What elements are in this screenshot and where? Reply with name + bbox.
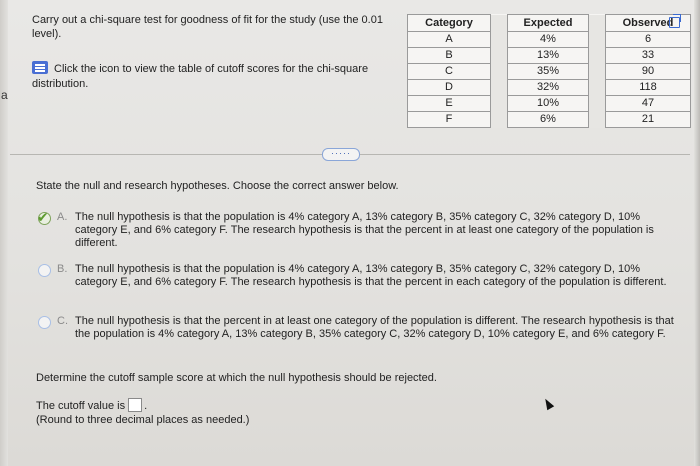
option-a-letter: A. xyxy=(57,211,68,223)
observed-cell: 33 xyxy=(606,48,691,64)
expected-observed-table xyxy=(407,14,691,128)
cutoff-question: Determine the cutoff sample score at which the null hypothesis should be rejected. xyxy=(36,372,437,384)
option-a-radio[interactable] xyxy=(37,209,51,225)
table-row xyxy=(408,112,691,128)
column-gap xyxy=(491,64,508,80)
observed-cell: 6 xyxy=(606,32,691,48)
mouse-cursor-icon xyxy=(542,397,554,411)
answer-label: The cutoff value is xyxy=(36,400,126,412)
right-window-edge xyxy=(694,0,700,466)
option-b-letter: B. xyxy=(57,263,68,275)
observed-cell: 21 xyxy=(606,112,691,128)
column-header-expected: Expected xyxy=(508,15,589,32)
option-c-text: The null hypothesis is that the percent in at least one category of the population is different. The research hypothesis is that the population is 4% category A, 13% category B, 35% category C, 32% category D, 10% category E, and 6% category F. xyxy=(75,315,674,340)
observed-cell: 47 xyxy=(606,96,691,112)
expected-cell: 35% xyxy=(508,64,589,80)
expected-cell: 32% xyxy=(508,80,589,96)
expected-cell: 4% xyxy=(508,32,589,48)
table-row xyxy=(408,32,691,48)
column-gap xyxy=(491,32,508,48)
answer-line xyxy=(36,398,147,412)
correct-check-icon: ✔ xyxy=(37,209,49,225)
expected-cell: 6% xyxy=(508,112,589,128)
column-gap xyxy=(491,80,508,96)
option-b-text: The null hypothesis is that the population is 4% category A, 13% category B, 35% category C, 32% category D, 10% category E, and 6% category F. The research hypothesis is that the percent in each category of the population is different. xyxy=(75,263,667,288)
table-view-icon[interactable] xyxy=(32,61,48,74)
part-instruction: State the null and research hypotheses. Choose the correct answer below. xyxy=(36,180,399,192)
rounding-note: (Round to three decimal places as needed.) xyxy=(36,414,250,426)
column-gap xyxy=(589,32,606,48)
option-a-text: The null hypothesis is that the population is 4% category A, 13% category B, 35% category C, 32% category D, 10% category E, and 6% category F. The research hypothesis is that the percent in at least one category of the population is different. xyxy=(75,211,654,249)
column-gap xyxy=(491,96,508,112)
column-gap xyxy=(589,112,606,128)
column-header-category: Category xyxy=(408,15,491,32)
left-window-edge xyxy=(0,0,8,466)
copy-table-icon[interactable] xyxy=(669,17,680,28)
column-gap xyxy=(491,15,508,32)
expected-cell: 13% xyxy=(508,48,589,64)
option-c-letter: C. xyxy=(57,315,68,327)
column-gap xyxy=(589,64,606,80)
cutoff-answer-input[interactable] xyxy=(128,398,142,412)
category-cell: A xyxy=(408,32,491,48)
column-gap xyxy=(589,48,606,64)
category-cell: F xyxy=(408,112,491,128)
column-gap xyxy=(589,96,606,112)
show-more-button[interactable]: ····· xyxy=(322,148,360,161)
edge-fragment-text: a xyxy=(1,88,8,102)
table-row xyxy=(408,96,691,112)
category-cell: C xyxy=(408,64,491,80)
question-prompt: Carry out a chi-square test for goodness of fit for the study (use the 0.01 level). xyxy=(32,14,383,40)
column-gap xyxy=(491,112,508,128)
cutoff-table-hint xyxy=(32,61,404,92)
category-cell: D xyxy=(408,80,491,96)
table-header-row xyxy=(408,15,691,32)
answer-suffix: . xyxy=(144,400,148,412)
table-row xyxy=(408,80,691,96)
observed-cell: 118 xyxy=(606,80,691,96)
option-b-radio[interactable] xyxy=(38,264,51,277)
column-gap xyxy=(589,80,606,96)
table-row xyxy=(408,48,691,64)
category-cell: B xyxy=(408,48,491,64)
observed-cell: 90 xyxy=(606,64,691,80)
table-row xyxy=(408,64,691,80)
column-gap xyxy=(491,48,508,64)
option-c-radio[interactable] xyxy=(38,316,51,329)
cutoff-table-hint-text: Click the icon to view the table of cutoff scores for the chi-square distribution. xyxy=(32,63,369,90)
category-cell: E xyxy=(408,96,491,112)
column-gap xyxy=(589,15,606,32)
expected-cell: 10% xyxy=(508,96,589,112)
column-header-observed: Observed xyxy=(606,15,691,32)
